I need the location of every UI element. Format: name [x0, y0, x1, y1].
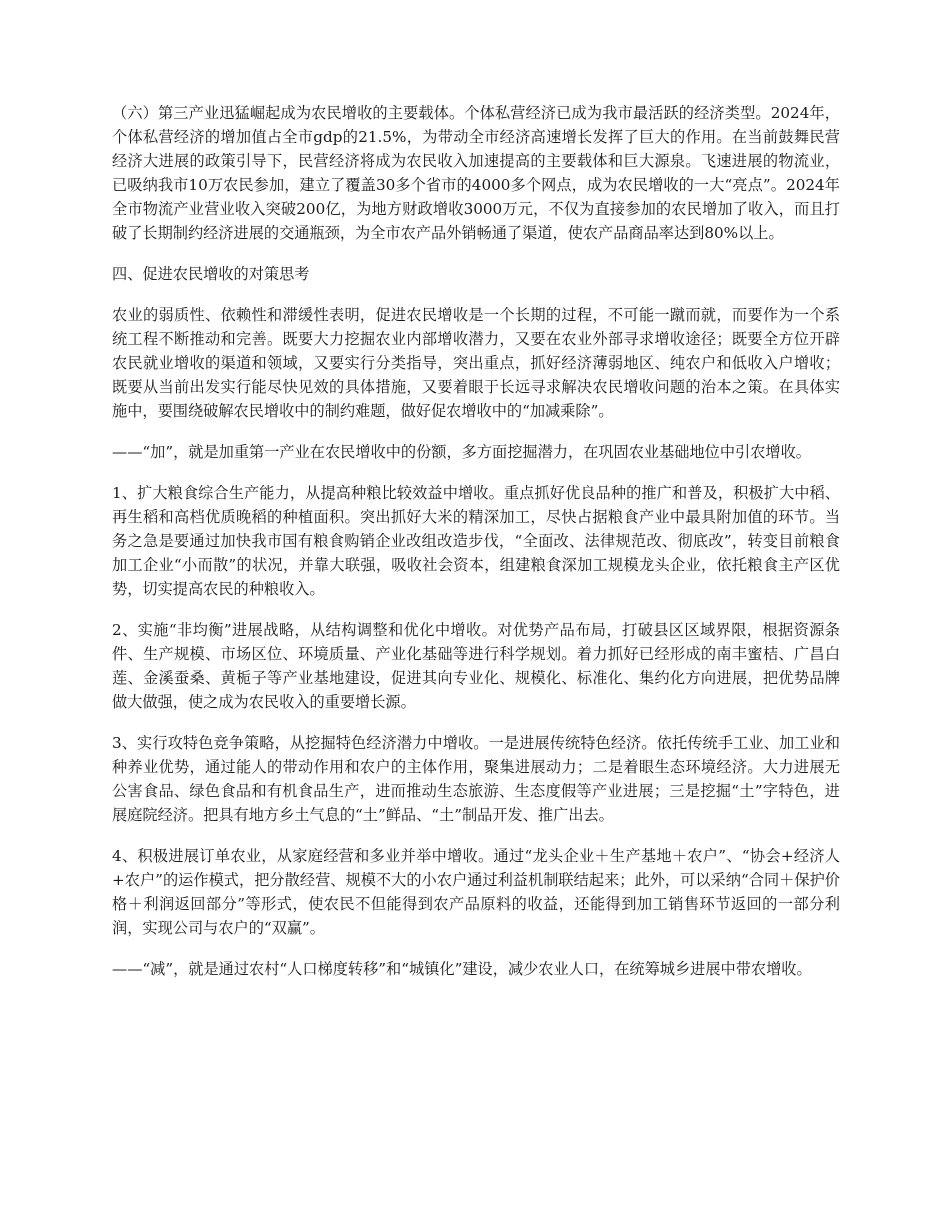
paragraph-item-1: 1、扩大粮食综合生产能力，从提高种粮比较效益中增收。重点抓好优良品种的推广和普及，积极扩大中稻、再生稻和高档优质晚稻的种植面积。突出抓好大米的精深加工，尽快占据粮食产业中最具附加值的环节。当务之急是要通过加快我市国有粮食购销企业改组改造步伐，“全面改、法律规范改、彻底改”，转变目前粮食加工企业“小而散”的状况，并靠大联强，吸收社会资本，组建粮食深加工规模龙头企业，依托粮食主产区优势，切实提高农民的种粮收入。 — [112, 484, 840, 598]
paragraph-item-4: 4、积极进展订单农业，从家庭经营和多业并举中增收。通过“龙头企业＋生产基地＋农户”、“协会+经济人+农户”的运作模式，把分散经营、规模不大的小农户通过利益机制联结起来；此外，可以采纳“合同＋保护价格＋利润返回部分”等形式，使农民不但能得到农产品原料的收益，还能得到加工销售环节返回的一部分利润，实现公司与农户的“双赢”。 — [112, 847, 840, 937]
paragraph-countermeasures-intro: 农业的弱质性、依赖性和滞缓性表明，促进农民增收是一个长期的过程，不可能一蹴而就，而要作为一个系统工程不断推动和完善。既要大力挖掘农业内部增收潜力，又要在农业外部寻求增收途径；既要全方位开辟农民就业增收的渠道和领域，又要实行分类指导，突出重点，抓好经济薄弱地区、纯农户和低收入户增收；既要从当前出发实行能尽快见效的具体措施，又要着眼于长远寻求解决农民增收问题的治本之策。在具体实施中，要围绕破解农民增收中的制约难题，做好促农增收中的“加减乘除”。 — [112, 306, 840, 420]
paragraph-subtract: ——“减”，就是通过农村“人口梯度转移”和“城镇化”建设，减少农业人口，在统筹城乡进展中带农增收。 — [112, 960, 812, 978]
section-heading: 四、促进农民增收的对策思考 — [112, 265, 310, 283]
paragraph-item-2: 2、实施“非均衡”进展战略，从结构调整和优化中增收。对优势产品布局，打破县区区域界限，根据资源条件、生产规模、市场区位、环境质量、产业化基础等进行科学规划。着力抓好已经形成的南丰蜜桔、广昌白莲、金溪蚕桑、黄栀子等产业基地建设，促进其向专业化、规模化、标准化、集约化方向进展，把优势品牌做大做强，使之成为农民收入的重要增长源。 — [112, 621, 840, 711]
paragraph-add: ——“加”，就是加重第一产业在农民增收中的份额，多方面挖掘潜力，在巩固农业基础地位中引农增收。 — [112, 443, 811, 461]
document-body — [112, 101, 840, 998]
paragraph-tertiary-industry: （六）第三产业迅猛崛起成为农民增收的主要载体。个体私营经济已成为我市最活跃的经济类型。2024年，个体私营经济的增加值占全市gdp的21.5%，为带动全市经济高速增长发挥了巨大的作用。在当前鼓舞民营经济大进展的政策引导下，民营经济将成为农民收入加速提高的主要载体和巨大源泉。飞速进展的物流业，已吸纳我市10万农民参加，建立了覆盖30多个省市的4000多个网点，成为农民增收的一大“亮点”。2024年全市物流产业营业收入突破200亿，为地方财政增收3000万元，不仅为直接参加的农民增加了收入，而且打破了长期制约经济进展的交通瓶颈，为全市农产品外销畅通了渠道，使农产品商品率达到80%以上。 — [112, 104, 840, 242]
paragraph-item-3: 3、实行攻特色竞争策略，从挖掘特色经济潜力中增收。一是进展传统特色经济。依托传统手工业、加工业和种养业优势，通过能人的带动作用和农户的主体作用，聚集进展动力；二是着眼生态环境经济。大力进展无公害食品、绿色食品和有机食品生产，进而推动生态旅游、生态度假等产业进展；三是挖掘“土”字特色，进展庭院经济。把具有地方乡土气息的“土”鲜品、“土”制品开发、推广出去。 — [112, 734, 840, 824]
